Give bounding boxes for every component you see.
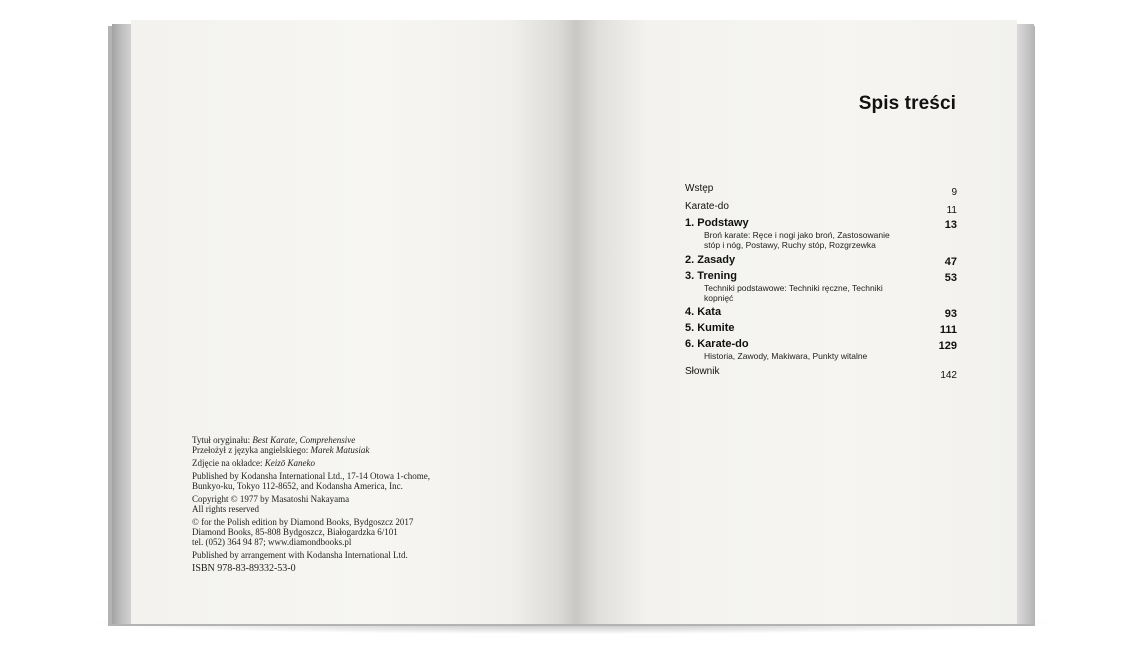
toc-entry-label: Karate-do <box>685 201 729 212</box>
toc-page-number: 53 <box>944 272 957 284</box>
translator-name: Marek Matusiak <box>310 445 370 455</box>
toc-page-number: 129 <box>938 340 957 352</box>
original-title: Best Karate, Comprehensive <box>252 435 356 445</box>
toc-chapter-label: 5. Kumite <box>685 322 735 334</box>
toc-title: Spis treści <box>858 93 956 114</box>
toc-page-number: 47 <box>944 256 957 268</box>
arrangement-line: Published by arrangement with Kodansha International Ltd. <box>192 550 408 560</box>
toc-page-number: 9 <box>951 187 957 198</box>
cover-photographer: Keizō Kaneko <box>264 458 315 468</box>
publisher-address-line: Bunkyo-ku, Tokyo 112-8652, and Kodansha America, Inc. <box>192 481 403 491</box>
polish-edition-line: © for the Polish edition by Diamond Books, Bydgoszcz 2017 <box>192 517 414 527</box>
toc-chapter-subtopics: Historia, Zawody, Makiwara, Punkty witalne <box>704 351 868 361</box>
toc-page-number: 11 <box>946 205 957 216</box>
toc-chapter-2 <box>685 254 957 267</box>
toc-chapter-label: 4. Kata <box>685 306 722 318</box>
toc-entry-slownik <box>685 366 957 381</box>
toc-chapter-label: 3. Trening <box>685 270 737 282</box>
publisher-line: Published by Kodansha International Ltd., 17-14 Otowa 1-chome, <box>192 471 430 481</box>
toc-chapter-label: 1. Podstawy <box>685 217 749 229</box>
toc-entry-karate-do <box>685 201 957 216</box>
toc-page-number: 93 <box>944 308 957 320</box>
toc-chapter-label: 2. Zasady <box>685 254 736 266</box>
imprint-block <box>192 435 492 575</box>
original-title-line: Tytuł oryginału: Best Karate, Comprehensive <box>192 435 356 445</box>
toc-chapter-label: 6. Karate-do <box>685 338 749 350</box>
toc-entry-label: Wstęp <box>685 183 714 194</box>
polish-publisher-contact: tel. (052) 364 94 87; www.diamondbooks.pl <box>192 537 352 547</box>
toc-entry-wstep <box>685 183 957 198</box>
toc-chapter-6 <box>685 338 957 361</box>
toc-chapter-3 <box>685 270 957 303</box>
toc-chapter-subtopics: Broń karate: Ręce i nogi jako broń, Zastosowanie stóp i nóg, Postawy, Ruchy stóp, Rozgrzewka <box>704 230 890 250</box>
translator-line: Przełożył z języka angielskiego: Marek Matusiak <box>192 445 370 455</box>
toc-entry-label: Słownik <box>685 366 720 377</box>
toc-page-number: 142 <box>940 370 957 381</box>
rights-line: All rights reserved <box>192 504 259 514</box>
toc-chapter-4 <box>685 306 957 319</box>
toc-chapter-subtopics: Techniki podstawowe: Techniki ręczne, Techniki kopnięć <box>704 283 883 303</box>
right-page <box>576 20 1017 624</box>
toc-page-number: 13 <box>944 219 957 231</box>
polish-publisher-address: Diamond Books, 85-808 Bydgoszcz, Białogardzka 6/101 <box>192 527 398 537</box>
toc-chapter-1 <box>685 217 957 250</box>
table-of-contents <box>685 183 957 381</box>
isbn: ISBN 978-83-89332-53-0 <box>192 563 296 574</box>
toc-chapter-5 <box>685 322 957 335</box>
toc-page-number: 111 <box>939 324 957 336</box>
copyright-line: Copyright © 1977 by Masatoshi Nakayama <box>192 494 350 504</box>
left-page <box>131 20 576 624</box>
cover-photo-line: Zdjęcie na okładce: Keizō Kaneko <box>192 458 315 468</box>
